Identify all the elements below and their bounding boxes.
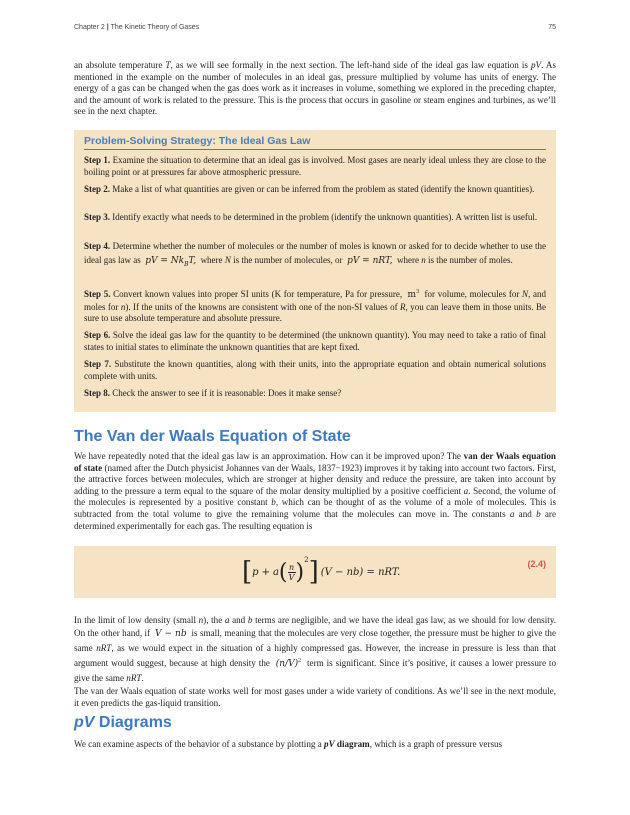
pv-diagrams-paragraph: We can examine aspects of the behavior of a substance by plotting a pV diagram, which is a graph of pressure versus [74, 739, 503, 749]
problem-solving-strategy-box [74, 130, 556, 412]
strategy-step-1: Step 1. Examine the situation to determine that an ideal gas is involved. Most gases are nearly ideal unless they are close to the boiling point or at pressures far above atmospheric pressure. [84, 155, 546, 177]
running-head: Chapter 2 | The Kinetic Theory of Gases [74, 24, 200, 31]
van-der-waals-equation: [ p + a ( n V ) $^2$ ] (V − nb) = nRT. [242, 556, 401, 587]
intro-paragraph: an absolute temperature T, as we will see formally in the next section. The left-hand side of the ideal gas law equation is pV. As mentioned in the example on the number of molecules in an ideal gas, pressure multiplied by volume has units of energy. The energy of a gas can be changed when the gas does work as it increases in volume, something we explored in the preceding chapter, and the amount of work is related to the pressure. This is the process that occurs in gasoline or steam engines and turbines, as we’ll see in the next chapter. [74, 60, 557, 117]
strategy-step-6: Step 6. Solve the ideal gas law for the quantity to be determined (the unknown quantity). You may need to take a ratio of final states to initial states to eliminate the unknown quantities that are kept fixed. [84, 330, 546, 352]
van-der-waals-paragraph-2: In the limit of low density (small n), the a and b terms are negligible, and we have the ideal gas law, as we should for low density. On the other hand, if V − nb is small, meaning that the molecules are very close together, the pressure must be higher to give the same nRT, as we would expect in the situation of a highly compressed gas. However, the increase in pressure is less than that argument would suggest, because at high density the $(n/V)^2$ term is significant. Since it’s positive, it causes a lower pressure to give the same nRT. [74, 615, 557, 683]
pv-diagrams-heading: pV Diagrams [74, 714, 172, 731]
van-der-waals-heading: The Van der Waals Equation of State [74, 428, 351, 445]
strategy-step-3: Step 3. Identify exactly what needs to be determined in the problem (identify the unknown quantities). A written list is useful. [84, 212, 538, 222]
van-der-waals-paragraph-1: We have repeatedly noted that the ideal gas law is an approximation. How can it be improved upon? The van der Waals equation of state (named after the Dutch physicist Johannes van der Waals, 1837−1923) improves it by taking into account two factors. First, the attractive forces between molecules, which are stronger at higher density and reduce the pressure, are taken into account by adding to the pressure a term equal to the square of the molar density multiplied by a positive coefficient a. Second, the volume of the molecules is represented by a positive constant b, which can be thought of as the volume of a mole of molecules. This is subtracted from the total volume to give the remaining volume that the molecules can move in. The constants a and b are determined experimentally for each gas. The resulting equation is [74, 451, 557, 531]
van-der-waals-paragraph-3: The van der Waals equation of state works well for most gases under a wide variety of conditions. As we’ll see in the next module, it even predicts the gas-liquid transition. [74, 686, 556, 708]
strategy-step-8: Step 8. Check the answer to see if it is reasonable: Does it make sense? [84, 388, 342, 398]
equation-box [74, 546, 556, 598]
equation-number: (2.4) [527, 559, 546, 569]
page-number: 75 [548, 24, 556, 31]
strategy-step-7: Step 7. Substitute the known quantities, along with their units, into the appropriate equation and obtain numerical solutions complete with units. [84, 359, 546, 381]
strategy-step-5: Step 5. Convert known values into proper SI units (K for temperature, Pa for pressure, $m^3$ for volume, molecules for N, and moles for n). If the units of the knowns are consistent with one of the non-SI values of R, you can leave them in those units. Be sure to use absolute temperature and absolute pressure. [84, 289, 547, 324]
strategy-step-2: Step 2. Make a list of what quantities are given or can be inferred from the problem as stated (identify the known quantities). [84, 184, 535, 194]
strategy-title: Problem-Solving Strategy: The Ideal Gas Law [84, 135, 546, 150]
strategy-step-4: Step 4. Determine whether the number of molecules or the number of moles is known or asked for to decide whether to use the ideal gas law as pV = $Nk_BT$, where N is the number of molecules, or pV = nRT, where n is the number of moles. [84, 241, 546, 268]
page-header [74, 24, 556, 31]
